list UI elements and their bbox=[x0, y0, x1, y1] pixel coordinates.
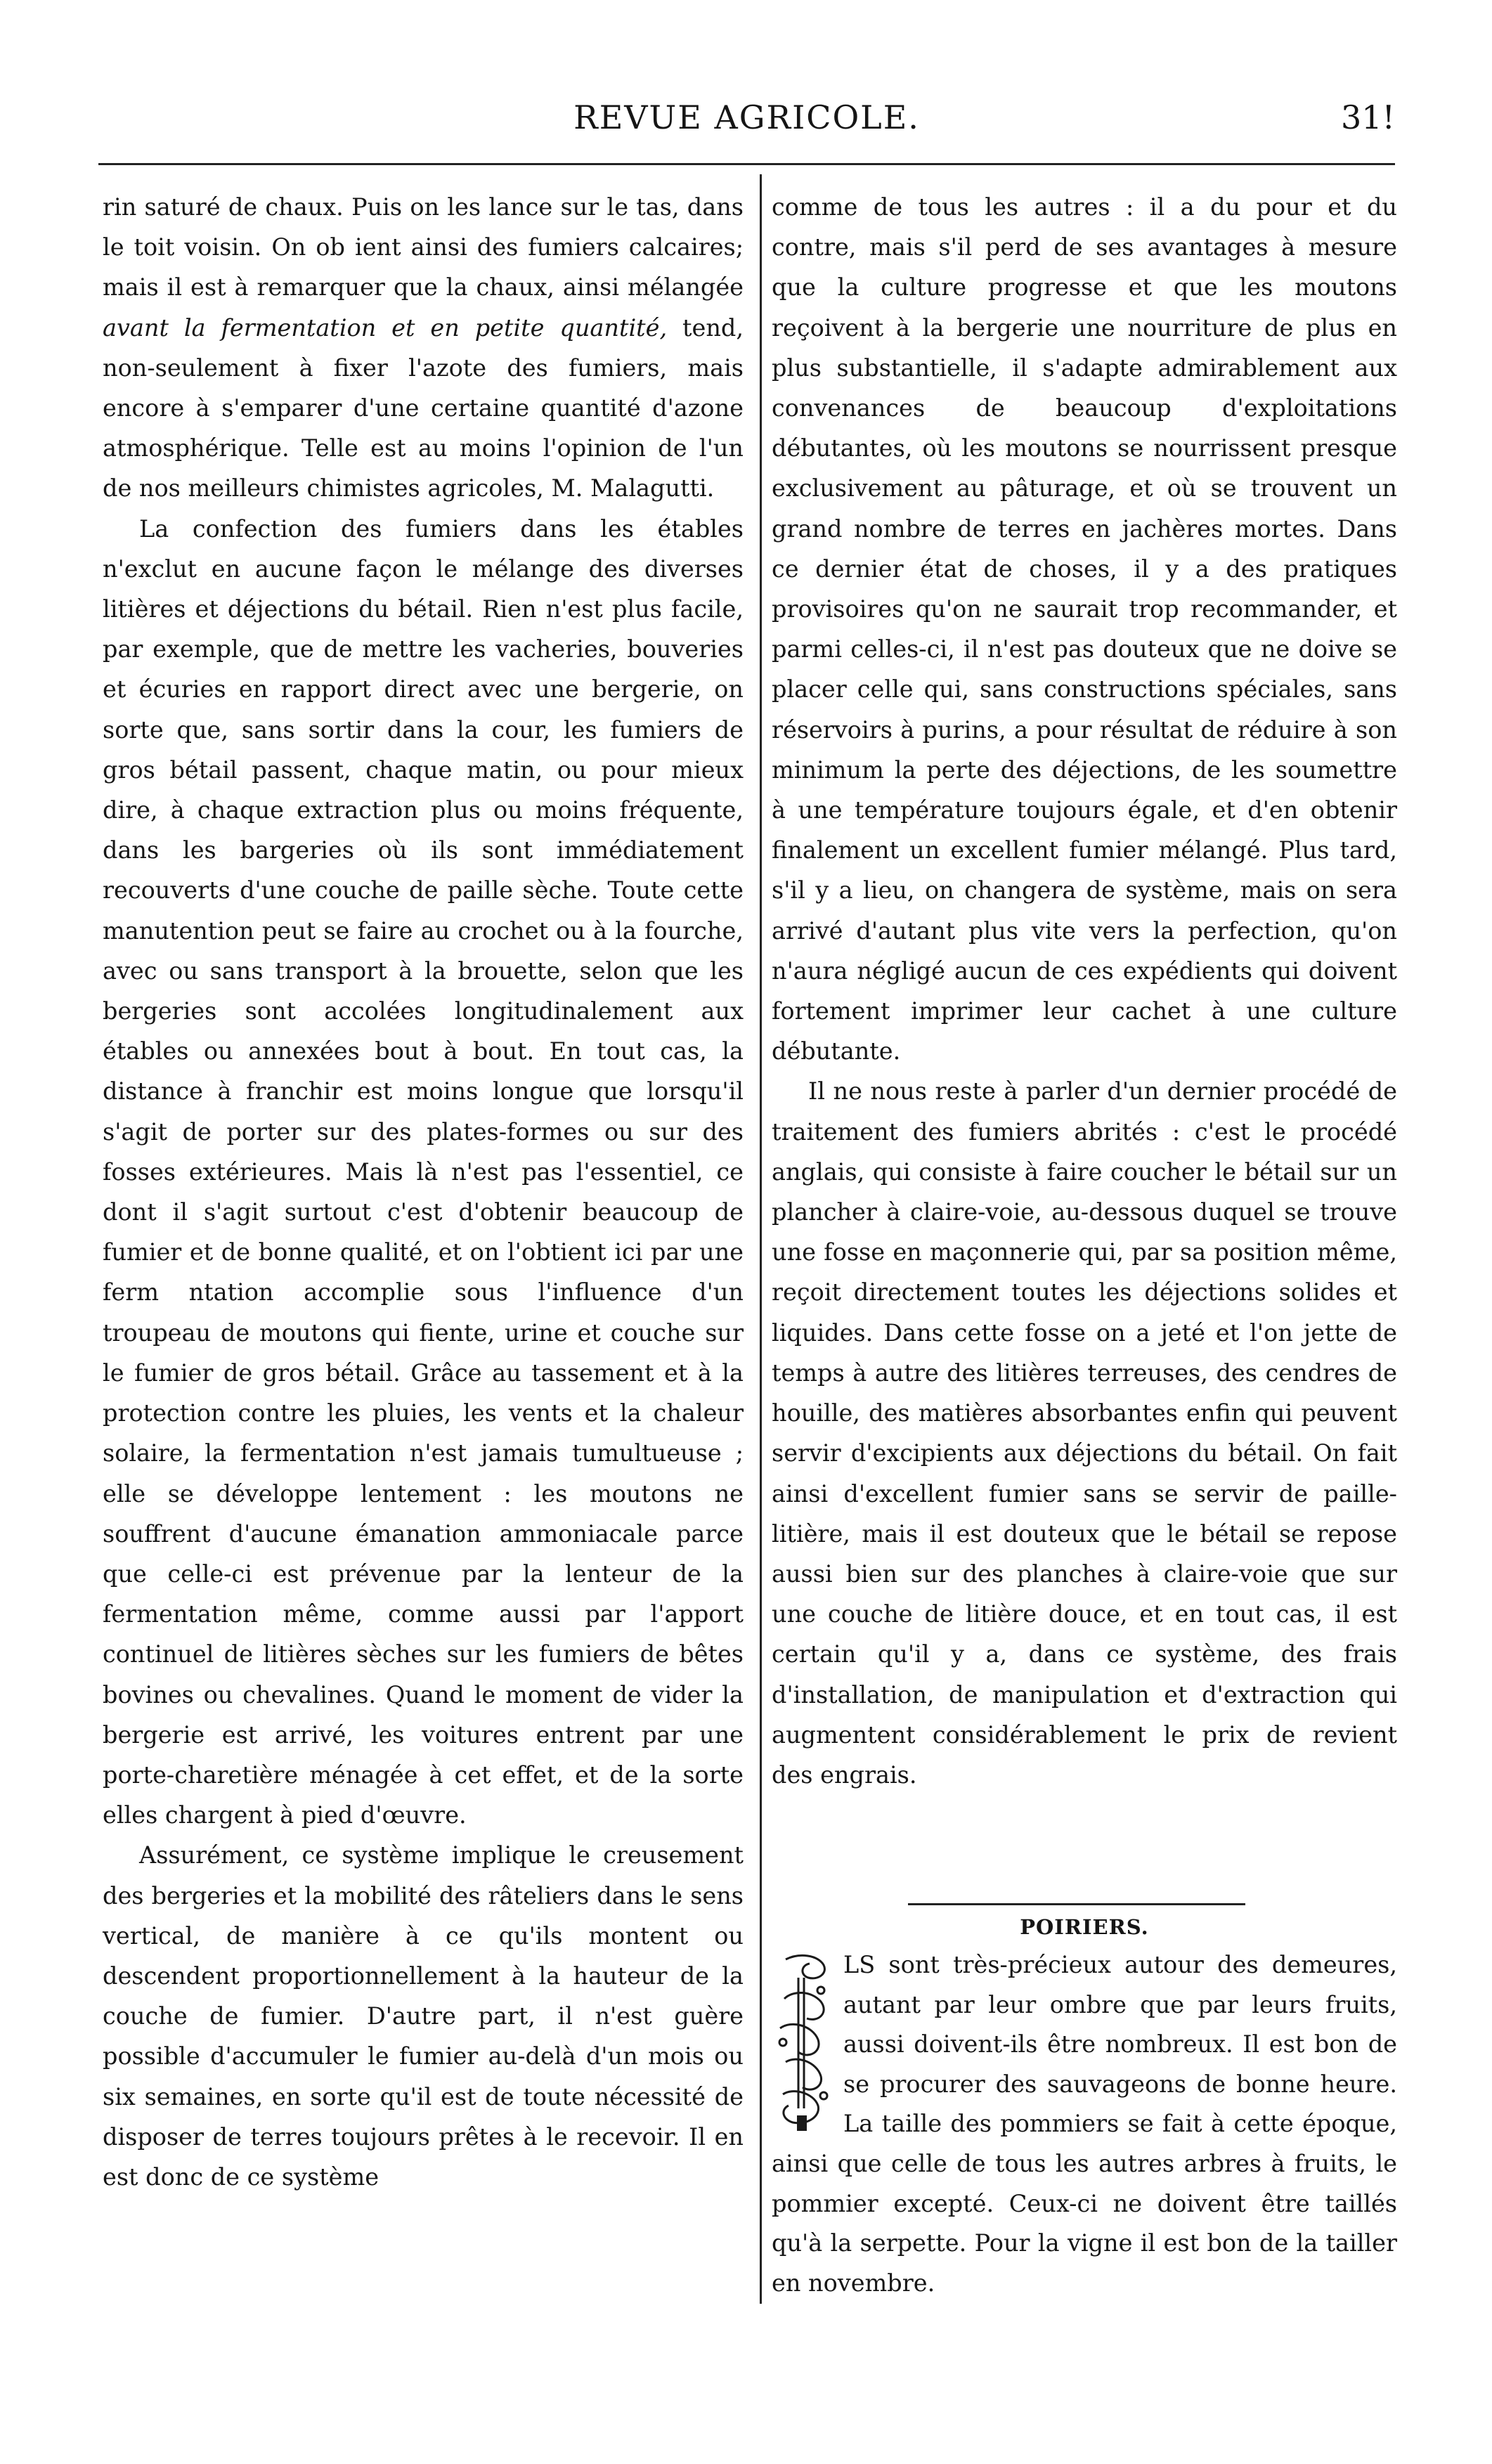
paragraph-2: La confection des fumiers dans les étables n'exclut en aucune façon le mélange des diverses litières et déjections du bétail. Rien n'est plus facile, par exemple, que de mettre les vacheries, bouveries et écuries en rapport direct avec une bergerie, on sorte que, sans sortir dans la cour, les fumiers de gros bétail passent, chaque matin, ou pour mieux dire, à chaque extraction plus ou moins fréquente, dans les bargeries où ils sont immédiatement recouverts d'une couche de paille sèche. Toute cette manutention peut se faire au crochet ou à la fourche, avec ou sans transport à la brouette, selon que les bergeries sont accolées longitudinalement aux étables ou annexées bout à bout. En tout cas, la distance à franchir est moins longue que lorsqu'il s'agit de porter sur des plates-formes ou sur des fosses extérieures. Mais là n'est pas l'essentiel, ce dont il s'agit surtout c'est d'obtenir beaucoup de fumier et de bonne qualité, et on l'obtient ici par une ferm ntation accomplie sous l'influence d'un troupeau de moutons qui fiente, urine et couche sur le fumier de gros bétail. Grâce au tassement et à la protection contre les pluies, les vents et la chaleur solaire, la fermentation n'est jamais tumultueuse ; elle se développe lentement : les moutons ne souffrent d'aucune émanation ammoniacale parce que celle-ci est prévenue par la lenteur de la fermentation même, comme aussi par l'apport continuel de litières sèches sur les fumiers de bêtes bovines ou chevalines. Quand le moment de vider la bergerie est arrivé, les voitures entrent par une porte-charetière ménagée à cet effet, et de la sorte elles chargent à pied d'œuvre. bbox=[103, 514, 744, 1829]
paragraph-1-end: tend, non-seulement à fixer l'azote des fumiers, mais encore à s'emparer d'une certaine quantité d'azone atmosphérique. Telle est au moins l'opinion de l'un de nos meilleurs chimistes agricoles, M. Malagutti. bbox=[103, 313, 744, 502]
right-column bbox=[772, 187, 1397, 1795]
section-rule bbox=[908, 1903, 1245, 1905]
column-divider bbox=[760, 174, 762, 2304]
italic-phrase: avant la fermentation et en petite quantité, bbox=[103, 313, 668, 342]
running-header bbox=[98, 98, 1395, 148]
paragraph-3: Assurément, ce système implique le creusement des bergeries et la mobilité des râteliers dans le sens vertical, de manière à ce qu'ils montent ou descendent proportionnellement à la hauteur de la couche de fumier. D'autre part, il n'est guère possible d'accumuler le fumier au-delà d'un mois ou six semaines, en sorte qu'il est de toute nécessité de disposer de terres toujours prêtes à le recevoir. Il en est donc de ce système bbox=[103, 1841, 744, 2191]
section-title: POIRIERS. bbox=[1020, 1915, 1149, 1939]
poiriers-section bbox=[772, 1909, 1397, 2303]
paragraph-1 bbox=[103, 187, 744, 509]
paragraph-5: Il ne nous reste à parler d'un dernier procédé de traitement des fumiers abrités : c'est le procédé anglais, qui consiste à faire coucher le bétail sur un plancher à claire-voie, au-dessous duquel se trouve une fosse en maçonnerie qui, par sa position même, reçoit directement toutes les déjections solides et liquides. Dans cette fosse on a jeté et l'on jette de temps à autre des litières terreuses, des cendres de houille, des matières absorbantes enfin qui peuvent servir d'excipients aux déjections du bétail. On fait ainsi d'excellent fumier sans se servir de paille-litière, mais il est douteux que le bétail se repose aussi bien sur des planches à claire-voie que sur une couche de litière douce, et en tout cas, il est certain qu'il y a, dans ce système, des frais d'installation, de manipulation et d'extraction qui augmentent considérablement le prix de revient des engrais. bbox=[772, 1077, 1397, 1789]
section-text: LS sont très-précieux autour des demeures, autant par leur ombre que par leurs fruits, aussi doivent-ils être nombreux. Il est bon de se procurer des sauvageons de bonne heure. La taille des pommiers se fait à cette époque, ainsi que celle de tous les autres arbres à fruits, le pommier excepté. Ceux-ci ne doivent être taillés qu'à la serpette. Pour la vigne il est bon de la tailler en novembre. bbox=[772, 1951, 1397, 2297]
header-rule bbox=[98, 163, 1395, 165]
paragraph-4: comme de tous les autres : il a du pour et du contre, mais s'il perd de ses avantages à mesure que la culture progresse et que les moutons reçoivent à la bergerie une nourriture de plus en plus substantielle, il s'adapte admirablement aux convenances de beaucoup d'exploitations débutantes, où les moutons se nourrissent presque exclusivement au pâturage, et où se trouvent un grand nombre de terres en jachères mortes. Dans ce dernier état de choses, il y a des pratiques provisoires qu'on ne saurait trop recommander, et parmi celles-ci, il n'est pas douteux que ne doive se placer celle qui, sans constructions spéciales, sans réservoirs à purins, a pour résultat de réduire à son minimum la perte des déjections, de les soumettre à une température toujours égale, et d'en obtenir finalement un excellent fumier mélangé. Plus tard, s'il y a lieu, on changera de système, mais on sera arrivé d'autant plus vite vers la perfection, qu'on n'aura négligé aucun de ces expédients qui doivent fortement imprimer leur cachet à une culture débutante. bbox=[772, 193, 1397, 1065]
ornamental-drop-cap-i-icon bbox=[772, 1950, 836, 2138]
journal-title: REVUE AGRICOLE. bbox=[573, 98, 920, 136]
left-column bbox=[103, 187, 744, 2197]
page-number: 31! bbox=[1340, 98, 1395, 136]
paragraph-1-start: rin saturé de chaux. Puis on les lance sur le tas, dans le toit voisin. On ob ient ainsi des fumiers calcaires; mais il est à remarquer que la chaux, ainsi mélangée bbox=[103, 193, 744, 301]
